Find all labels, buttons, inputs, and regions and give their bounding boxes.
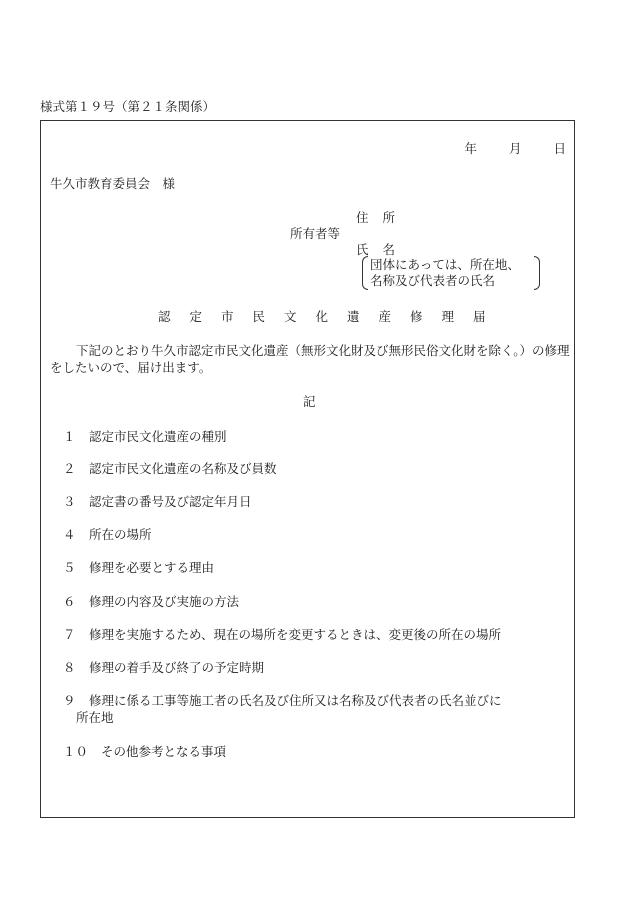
list-item <box>63 625 501 643</box>
ki-heading: 記 <box>303 394 316 409</box>
list-item <box>63 492 252 510</box>
list-item-continuation: 所在地 <box>76 710 114 725</box>
item-number: ８ <box>63 660 76 675</box>
item-text: 修理に係る工事等施工者の氏名及び住所又は名称及び代表者の氏名並びに <box>89 693 502 708</box>
date-month-label: 月 <box>508 141 522 156</box>
document-title: 認定市民文化遺産修理届 <box>158 309 505 324</box>
item-text: 修理の着手及び終了の予定時期 <box>89 660 265 675</box>
organization-note-line2: 名称及び代表者の氏名 <box>370 273 496 288</box>
list-item <box>63 558 214 576</box>
item-text: その他参考となる事項 <box>101 744 227 759</box>
item-text: 認定書の番号及び認定年月日 <box>89 494 252 509</box>
address-label: 住所 <box>356 210 410 225</box>
item-text: 認定市民文化遺産の種別 <box>89 429 227 444</box>
organization-note <box>362 256 540 290</box>
form-number: 様式第１９号（第２１条関係） <box>40 99 216 114</box>
item-text: 修理の内容及び実施の方法 <box>89 594 240 609</box>
left-bracket <box>362 256 368 290</box>
item-number: ６ <box>63 594 76 609</box>
list-item <box>63 658 264 676</box>
list-item <box>63 427 227 445</box>
item-number: １０ <box>63 744 89 759</box>
item-text: 修理を実施するため、現在の場所を変更するときは、変更後の所在の場所 <box>89 627 502 642</box>
organization-note-text <box>370 257 520 289</box>
item-number: ２ <box>63 461 76 476</box>
item-number: １ <box>63 429 76 444</box>
list-item <box>63 592 239 610</box>
item-text: 認定市民文化遺産の名称及び員数 <box>89 461 277 476</box>
item-text: 修理を必要とする理由 <box>89 560 215 575</box>
list-item <box>63 691 502 709</box>
date-line <box>464 139 566 157</box>
addressee: 牛久市教育委員会 様 <box>50 176 176 191</box>
item-number: ３ <box>63 494 76 509</box>
item-number: ４ <box>63 527 76 542</box>
item-text: 所在の場所 <box>89 527 152 542</box>
item-number: ７ <box>63 627 76 642</box>
item-number: ５ <box>63 560 76 575</box>
item-number: ９ <box>63 693 76 708</box>
list-item <box>63 742 226 760</box>
date-year-label: 年 <box>464 141 477 156</box>
owner-label: 所有者等 <box>290 226 341 241</box>
organization-note-line1: 団体にあっては、所在地、 <box>370 257 520 272</box>
body-paragraph: 下記のとおり牛久市認定市民文化遺産（無形文化財及び無形民俗文化財を除く。）の修理をしたいので、届け出ます。 <box>50 343 570 375</box>
date-day-label: 日 <box>553 141 566 156</box>
name-label: 氏名 <box>356 242 410 257</box>
list-item <box>63 525 152 543</box>
list-item <box>63 459 277 477</box>
right-bracket <box>534 256 540 290</box>
